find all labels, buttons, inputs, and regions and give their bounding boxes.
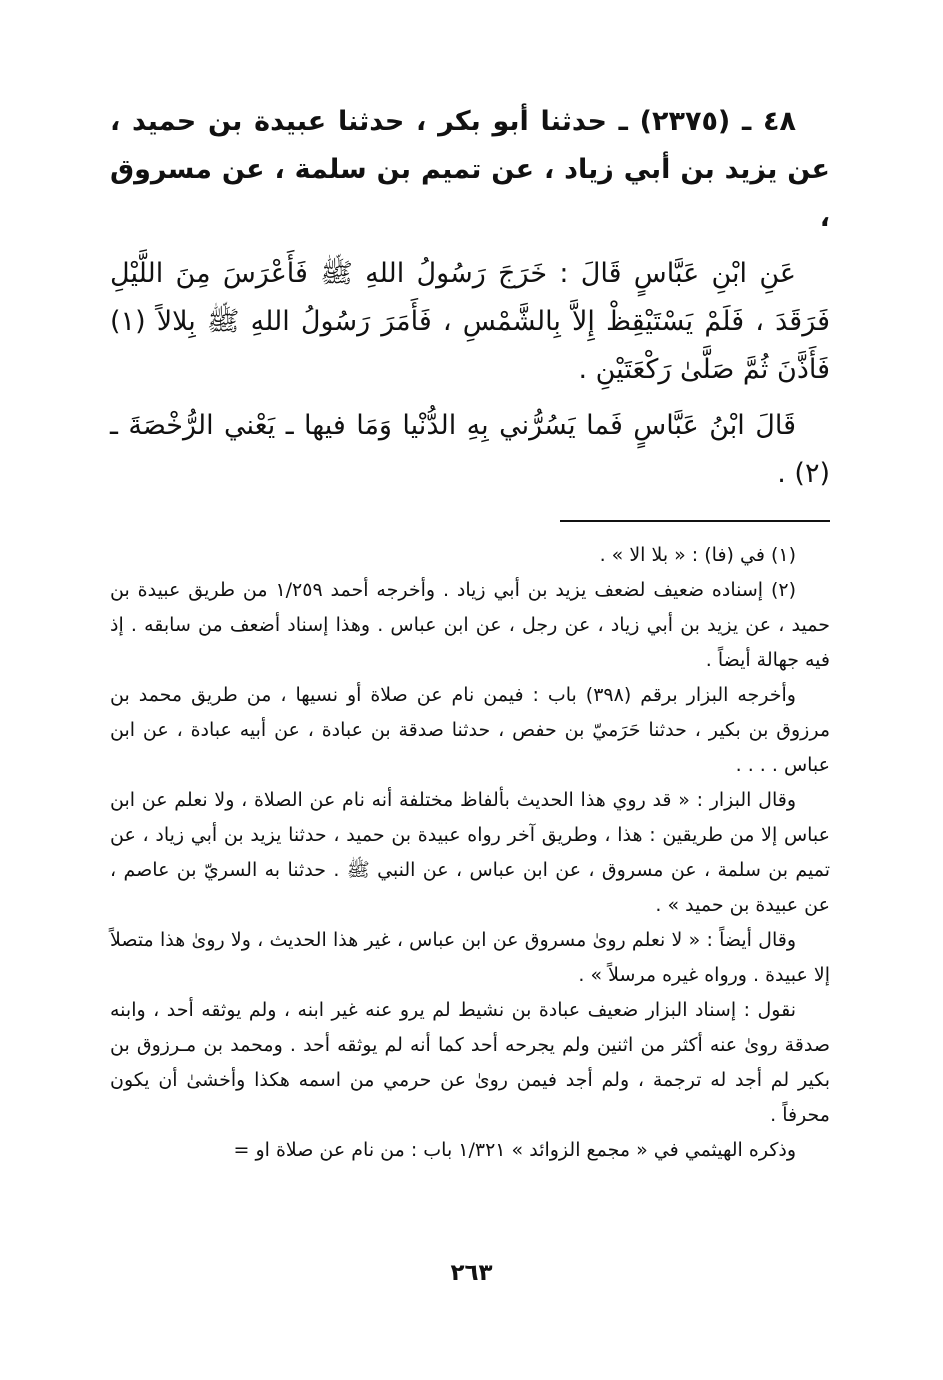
- hadith-text: [110, 98, 830, 498]
- footnote-paragraph: وأخرجه البزار برقم (٣٩٨) باب : فيمن نام عن صلاة أو نسيها ، من طريق محمد بن مرزوق بن بكير ، حدثنا حَرَميّ بن حفص ، حدثنا صدقة بن عبادة ، عن أبيه عبادة ، عن ابن عباس . . . .: [110, 684, 830, 776]
- footnote-1: (١) في (فا) : « بلا الا » .: [599, 544, 796, 566]
- footnote-separator: [560, 520, 830, 522]
- page-content: [110, 98, 830, 1168]
- page-number: ٢٦٣: [450, 1260, 493, 1286]
- footnote-2: (٢) إسناده ضعيف لضعف يزيد بن أبي زياد . وأخرجه أحمد ١/٢٥٩ من طريق عبيدة بن حميد ، عن يزيد بن أبي زياد ، عن رجل ، عن ابن عباس . وهذا إسناد أضعف من سابقه . إذ فيه جهالة أيضاً .: [110, 579, 830, 671]
- footnote-paragraph: وذكره الهيثمي في « مجمع الزوائد » ١/٣٢١ باب : من نام عن صلاة او =: [233, 1139, 796, 1161]
- hadith-isnad: ٤٨ ـ (٢٣٧٥) ـ حدثنا أبو بكر ، حدثنا عبيدة بن حميد ، عن يزيد بن أبي زياد ، عن تميم بن سلمة ، عن مسروق ،: [110, 106, 830, 233]
- hadith-matn: عَنِ ابْنِ عَبَّاسٍ قَالَ : خَرَجَ رَسُولُ اللهِ ﷺ فَأَعْرَسَ مِنَ اللَّيْلِ فَرَقَدَ ، فَلَمْ يَسْتَيْقِظْ إِلاَّ بِالشَّمْسِ ، فَأَمَرَ رَسُولُ اللهِ ﷺ بِلالاً (١) فَأَذَّنَ ثُمَّ صَلَّىٰ رَكْعَتَيْنِ .: [110, 258, 830, 385]
- footnote-paragraph: نقول : إسناد البزار ضعيف عبادة بن نشيط لم يرو عنه غير ابنه ، ولم يوثقه أحد ، وابنه صدقة روىٰ عنه أكثر من اثنين ولم يجرحه أحد كما أنه لم يوثقه أحد . ومحمد بن مـرزوق بن بكير لم أجد له ترجمة ، ولم أجد فيمن روىٰ عن حرمي من اسمه هكذا وأخشىٰ أن يكون محرفاً .: [110, 999, 830, 1126]
- footnote-paragraph: وقال أيضاً : « لا نعلم روىٰ مسروق عن ابن عباس ، غير هذا الحديث ، ولا روىٰ هذا متصلاً إلا عبيدة . ورواه غيره مرسلاً » .: [110, 929, 830, 986]
- hadith-commentary: قَالَ ابْنُ عَبَّاسٍ فَما يَسُرُّني بِهِ الدُّنْيا وَمَا فيها ـ يَعْني الرُّخْصَةَ ـ (٢) .: [110, 410, 830, 489]
- footnotes: [110, 538, 830, 1168]
- footnote-paragraph: وقال البزار : « قد روي هذا الحديث بألفاظ مختلفة أنه نام عن الصلاة ، ولا نعلم عن ابن عباس إلا من طريقين : هذا ، وطريق آخر رواه عبيدة بن حميد ، حدثنا يزيد بن أبي زياد ، عن تميم بن سلمة ، عن مسروق ، عن ابن عباس ، عن النبي ﷺ . حدثنا به السريّ بن عاصم ، عن عبيدة بن حميد » .: [110, 789, 830, 916]
